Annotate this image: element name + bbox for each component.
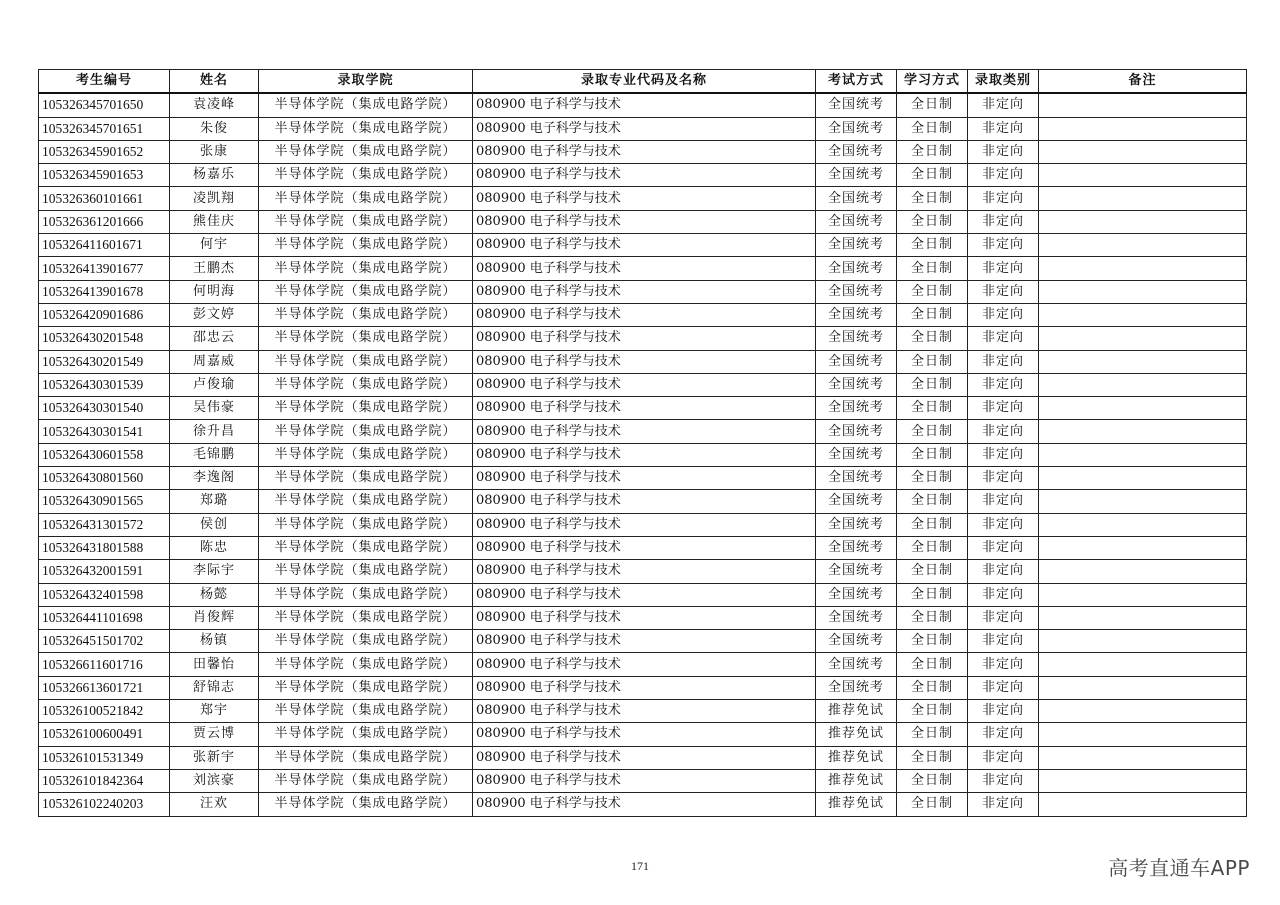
table-row xyxy=(39,746,1247,769)
cell-candidate-id: 105326432401598 xyxy=(39,583,170,606)
cell-major: 080900 电子科学与技术 xyxy=(473,536,816,559)
cell-note xyxy=(1039,397,1247,420)
header-exam-method: 考试方式 xyxy=(816,70,897,94)
cell-study-mode: 全日制 xyxy=(897,187,968,210)
cell-major: 080900 电子科学与技术 xyxy=(473,793,816,816)
cell-study-mode: 全日制 xyxy=(897,303,968,326)
cell-college: 半导体学院（集成电路学院） xyxy=(259,280,473,303)
table-row xyxy=(39,630,1247,653)
cell-note xyxy=(1039,746,1247,769)
cell-admission-type: 非定向 xyxy=(968,490,1039,513)
cell-college: 半导体学院（集成电路学院） xyxy=(259,560,473,583)
cell-admission-type: 非定向 xyxy=(968,280,1039,303)
cell-candidate-id: 105326100521842 xyxy=(39,700,170,723)
cell-exam-method: 全国统考 xyxy=(816,117,897,140)
cell-exam-method: 全国统考 xyxy=(816,583,897,606)
cell-candidate-id: 105326441101698 xyxy=(39,606,170,629)
table-row xyxy=(39,280,1247,303)
cell-study-mode: 全日制 xyxy=(897,560,968,583)
cell-college: 半导体学院（集成电路学院） xyxy=(259,234,473,257)
cell-college: 半导体学院（集成电路学院） xyxy=(259,350,473,373)
cell-candidate-id: 105326430601558 xyxy=(39,443,170,466)
cell-exam-method: 全国统考 xyxy=(816,303,897,326)
cell-admission-type: 非定向 xyxy=(968,746,1039,769)
cell-college: 半导体学院（集成电路学院） xyxy=(259,164,473,187)
cell-candidate-id: 105326430301541 xyxy=(39,420,170,443)
cell-study-mode: 全日制 xyxy=(897,467,968,490)
cell-candidate-id: 105326102240203 xyxy=(39,793,170,816)
cell-exam-method: 推荐免试 xyxy=(816,700,897,723)
cell-candidate-id: 105326345901652 xyxy=(39,140,170,163)
cell-name: 汪欢 xyxy=(170,793,259,816)
cell-college: 半导体学院（集成电路学院） xyxy=(259,327,473,350)
cell-note xyxy=(1039,280,1247,303)
cell-college: 半导体学院（集成电路学院） xyxy=(259,117,473,140)
cell-candidate-id: 105326430801560 xyxy=(39,467,170,490)
cell-note xyxy=(1039,606,1247,629)
table-row xyxy=(39,397,1247,420)
cell-candidate-id: 105326361201666 xyxy=(39,210,170,233)
table-row xyxy=(39,373,1247,396)
cell-exam-method: 全国统考 xyxy=(816,140,897,163)
cell-name: 贾云博 xyxy=(170,723,259,746)
cell-college: 半导体学院（集成电路学院） xyxy=(259,630,473,653)
cell-admission-type: 非定向 xyxy=(968,606,1039,629)
table-row xyxy=(39,700,1247,723)
cell-exam-method: 全国统考 xyxy=(816,234,897,257)
cell-major: 080900 电子科学与技术 xyxy=(473,234,816,257)
cell-study-mode: 全日制 xyxy=(897,397,968,420)
cell-note xyxy=(1039,490,1247,513)
table-row xyxy=(39,723,1247,746)
cell-exam-method: 全国统考 xyxy=(816,280,897,303)
cell-major: 080900 电子科学与技术 xyxy=(473,560,816,583)
cell-admission-type: 非定向 xyxy=(968,117,1039,140)
cell-note xyxy=(1039,420,1247,443)
cell-note xyxy=(1039,187,1247,210)
cell-note xyxy=(1039,164,1247,187)
cell-name: 何宇 xyxy=(170,234,259,257)
cell-exam-method: 全国统考 xyxy=(816,490,897,513)
table-row xyxy=(39,560,1247,583)
cell-candidate-id: 105326101531349 xyxy=(39,746,170,769)
cell-name: 张康 xyxy=(170,140,259,163)
cell-major: 080900 电子科学与技术 xyxy=(473,420,816,443)
cell-note xyxy=(1039,676,1247,699)
cell-major: 080900 电子科学与技术 xyxy=(473,93,816,117)
cell-note xyxy=(1039,723,1247,746)
table-body xyxy=(39,93,1247,816)
cell-admission-type: 非定向 xyxy=(968,513,1039,536)
cell-major: 080900 电子科学与技术 xyxy=(473,117,816,140)
cell-major: 080900 电子科学与技术 xyxy=(473,583,816,606)
cell-admission-type: 非定向 xyxy=(968,420,1039,443)
cell-admission-type: 非定向 xyxy=(968,164,1039,187)
cell-admission-type: 非定向 xyxy=(968,700,1039,723)
cell-exam-method: 全国统考 xyxy=(816,443,897,466)
cell-note xyxy=(1039,630,1247,653)
cell-exam-method: 全国统考 xyxy=(816,676,897,699)
cell-major: 080900 电子科学与技术 xyxy=(473,700,816,723)
cell-college: 半导体学院（集成电路学院） xyxy=(259,443,473,466)
cell-major: 080900 电子科学与技术 xyxy=(473,397,816,420)
cell-major: 080900 电子科学与技术 xyxy=(473,210,816,233)
cell-note xyxy=(1039,303,1247,326)
cell-name: 彭文婷 xyxy=(170,303,259,326)
cell-study-mode: 全日制 xyxy=(897,93,968,117)
table-row xyxy=(39,164,1247,187)
cell-study-mode: 全日制 xyxy=(897,583,968,606)
cell-note xyxy=(1039,257,1247,280)
cell-note xyxy=(1039,327,1247,350)
cell-study-mode: 全日制 xyxy=(897,210,968,233)
cell-name: 郑璐 xyxy=(170,490,259,513)
cell-admission-type: 非定向 xyxy=(968,723,1039,746)
cell-name: 周嘉威 xyxy=(170,350,259,373)
cell-major: 080900 电子科学与技术 xyxy=(473,257,816,280)
cell-study-mode: 全日制 xyxy=(897,443,968,466)
page-number: 171 xyxy=(631,859,649,873)
cell-name: 王鹏杰 xyxy=(170,257,259,280)
cell-college: 半导体学院（集成电路学院） xyxy=(259,420,473,443)
cell-college: 半导体学院（集成电路学院） xyxy=(259,373,473,396)
cell-admission-type: 非定向 xyxy=(968,769,1039,792)
cell-note xyxy=(1039,210,1247,233)
cell-study-mode: 全日制 xyxy=(897,606,968,629)
cell-candidate-id: 105326420901686 xyxy=(39,303,170,326)
cell-candidate-id: 105326431301572 xyxy=(39,513,170,536)
cell-candidate-id: 105326345701650 xyxy=(39,93,170,117)
cell-study-mode: 全日制 xyxy=(897,234,968,257)
table-row xyxy=(39,653,1247,676)
cell-name: 杨嘉乐 xyxy=(170,164,259,187)
cell-study-mode: 全日制 xyxy=(897,793,968,816)
cell-name: 李际宇 xyxy=(170,560,259,583)
cell-admission-type: 非定向 xyxy=(968,327,1039,350)
cell-name: 刘滨豪 xyxy=(170,769,259,792)
cell-college: 半导体学院（集成电路学院） xyxy=(259,653,473,676)
cell-candidate-id: 105326411601671 xyxy=(39,234,170,257)
cell-name: 徐升昌 xyxy=(170,420,259,443)
cell-candidate-id: 105326430301540 xyxy=(39,397,170,420)
table-row xyxy=(39,793,1247,816)
cell-college: 半导体学院（集成电路学院） xyxy=(259,746,473,769)
cell-name: 吴伟豪 xyxy=(170,397,259,420)
cell-college: 半导体学院（集成电路学院） xyxy=(259,793,473,816)
cell-study-mode: 全日制 xyxy=(897,700,968,723)
cell-major: 080900 电子科学与技术 xyxy=(473,653,816,676)
cell-college: 半导体学院（集成电路学院） xyxy=(259,257,473,280)
cell-study-mode: 全日制 xyxy=(897,723,968,746)
cell-major: 080900 电子科学与技术 xyxy=(473,187,816,210)
cell-admission-type: 非定向 xyxy=(968,583,1039,606)
header-row xyxy=(39,70,1247,94)
cell-candidate-id: 105326431801588 xyxy=(39,536,170,559)
cell-name: 张新宇 xyxy=(170,746,259,769)
cell-name: 卢俊瑜 xyxy=(170,373,259,396)
cell-candidate-id: 105326430301539 xyxy=(39,373,170,396)
cell-note xyxy=(1039,373,1247,396)
cell-candidate-id: 105326360101661 xyxy=(39,187,170,210)
cell-study-mode: 全日制 xyxy=(897,653,968,676)
table-row xyxy=(39,327,1247,350)
cell-admission-type: 非定向 xyxy=(968,536,1039,559)
header-study-mode: 学习方式 xyxy=(897,70,968,94)
table-row xyxy=(39,257,1247,280)
table-row xyxy=(39,490,1247,513)
cell-college: 半导体学院（集成电路学院） xyxy=(259,676,473,699)
cell-exam-method: 全国统考 xyxy=(816,187,897,210)
cell-major: 080900 电子科学与技术 xyxy=(473,513,816,536)
cell-study-mode: 全日制 xyxy=(897,140,968,163)
cell-candidate-id: 105326100600491 xyxy=(39,723,170,746)
cell-name: 熊佳庆 xyxy=(170,210,259,233)
cell-major: 080900 电子科学与技术 xyxy=(473,303,816,326)
cell-name: 李逸阁 xyxy=(170,467,259,490)
cell-exam-method: 推荐免试 xyxy=(816,769,897,792)
cell-admission-type: 非定向 xyxy=(968,467,1039,490)
cell-name: 舒锦志 xyxy=(170,676,259,699)
header-admission-type: 录取类别 xyxy=(968,70,1039,94)
cell-note xyxy=(1039,513,1247,536)
cell-exam-method: 全国统考 xyxy=(816,327,897,350)
cell-study-mode: 全日制 xyxy=(897,350,968,373)
cell-college: 半导体学院（集成电路学院） xyxy=(259,210,473,233)
cell-note xyxy=(1039,653,1247,676)
table-row xyxy=(39,606,1247,629)
cell-exam-method: 推荐免试 xyxy=(816,746,897,769)
cell-candidate-id: 105326613601721 xyxy=(39,676,170,699)
cell-admission-type: 非定向 xyxy=(968,187,1039,210)
table-row xyxy=(39,140,1247,163)
cell-admission-type: 非定向 xyxy=(968,234,1039,257)
cell-exam-method: 推荐免试 xyxy=(816,723,897,746)
table-row xyxy=(39,536,1247,559)
table-row xyxy=(39,303,1247,326)
cell-major: 080900 电子科学与技术 xyxy=(473,350,816,373)
cell-college: 半导体学院（集成电路学院） xyxy=(259,467,473,490)
cell-name: 田馨怡 xyxy=(170,653,259,676)
cell-exam-method: 全国统考 xyxy=(816,397,897,420)
cell-note xyxy=(1039,769,1247,792)
cell-admission-type: 非定向 xyxy=(968,653,1039,676)
cell-exam-method: 全国统考 xyxy=(816,630,897,653)
cell-admission-type: 非定向 xyxy=(968,303,1039,326)
cell-college: 半导体学院（集成电路学院） xyxy=(259,606,473,629)
table-row xyxy=(39,93,1247,117)
cell-major: 080900 电子科学与技术 xyxy=(473,746,816,769)
cell-major: 080900 电子科学与技术 xyxy=(473,606,816,629)
cell-study-mode: 全日制 xyxy=(897,164,968,187)
cell-exam-method: 全国统考 xyxy=(816,467,897,490)
cell-major: 080900 电子科学与技术 xyxy=(473,140,816,163)
cell-major: 080900 电子科学与技术 xyxy=(473,723,816,746)
cell-major: 080900 电子科学与技术 xyxy=(473,164,816,187)
cell-note xyxy=(1039,560,1247,583)
cell-study-mode: 全日制 xyxy=(897,117,968,140)
cell-study-mode: 全日制 xyxy=(897,630,968,653)
cell-name: 邵忠云 xyxy=(170,327,259,350)
table-row xyxy=(39,676,1247,699)
cell-admission-type: 非定向 xyxy=(968,373,1039,396)
cell-exam-method: 全国统考 xyxy=(816,513,897,536)
cell-admission-type: 非定向 xyxy=(968,560,1039,583)
cell-admission-type: 非定向 xyxy=(968,350,1039,373)
cell-exam-method: 全国统考 xyxy=(816,257,897,280)
header-major: 录取专业代码及名称 xyxy=(473,70,816,94)
header-college: 录取学院 xyxy=(259,70,473,94)
table-row xyxy=(39,420,1247,443)
cell-admission-type: 非定向 xyxy=(968,793,1039,816)
cell-study-mode: 全日制 xyxy=(897,536,968,559)
table-row xyxy=(39,210,1247,233)
cell-admission-type: 非定向 xyxy=(968,676,1039,699)
cell-name: 袁凌峰 xyxy=(170,93,259,117)
cell-candidate-id: 105326430201549 xyxy=(39,350,170,373)
header-note: 备注 xyxy=(1039,70,1247,94)
cell-college: 半导体学院（集成电路学院） xyxy=(259,700,473,723)
cell-college: 半导体学院（集成电路学院） xyxy=(259,513,473,536)
cell-college: 半导体学院（集成电路学院） xyxy=(259,187,473,210)
cell-admission-type: 非定向 xyxy=(968,443,1039,466)
cell-name: 肖俊辉 xyxy=(170,606,259,629)
table-row xyxy=(39,187,1247,210)
cell-admission-type: 非定向 xyxy=(968,397,1039,420)
cell-exam-method: 全国统考 xyxy=(816,373,897,396)
table-row xyxy=(39,769,1247,792)
cell-study-mode: 全日制 xyxy=(897,280,968,303)
cell-major: 080900 电子科学与技术 xyxy=(473,490,816,513)
cell-major: 080900 电子科学与技术 xyxy=(473,630,816,653)
cell-note xyxy=(1039,467,1247,490)
cell-exam-method: 全国统考 xyxy=(816,560,897,583)
cell-name: 凌凯翔 xyxy=(170,187,259,210)
table-row xyxy=(39,350,1247,373)
cell-candidate-id: 105326430901565 xyxy=(39,490,170,513)
cell-exam-method: 全国统考 xyxy=(816,606,897,629)
cell-note xyxy=(1039,443,1247,466)
cell-major: 080900 电子科学与技术 xyxy=(473,280,816,303)
cell-note xyxy=(1039,140,1247,163)
cell-college: 半导体学院（集成电路学院） xyxy=(259,303,473,326)
cell-name: 何明海 xyxy=(170,280,259,303)
cell-note xyxy=(1039,793,1247,816)
cell-college: 半导体学院（集成电路学院） xyxy=(259,769,473,792)
cell-candidate-id: 105326413901678 xyxy=(39,280,170,303)
cell-exam-method: 全国统考 xyxy=(816,536,897,559)
cell-candidate-id: 105326430201548 xyxy=(39,327,170,350)
cell-name: 郑宇 xyxy=(170,700,259,723)
cell-study-mode: 全日制 xyxy=(897,490,968,513)
cell-major: 080900 电子科学与技术 xyxy=(473,769,816,792)
cell-exam-method: 全国统考 xyxy=(816,350,897,373)
cell-study-mode: 全日制 xyxy=(897,746,968,769)
cell-candidate-id: 105326413901677 xyxy=(39,257,170,280)
cell-college: 半导体学院（集成电路学院） xyxy=(259,93,473,117)
cell-name: 杨镇 xyxy=(170,630,259,653)
cell-study-mode: 全日制 xyxy=(897,257,968,280)
admission-table xyxy=(38,69,1247,817)
header-name: 姓名 xyxy=(170,70,259,94)
cell-note xyxy=(1039,234,1247,257)
cell-candidate-id: 105326451501702 xyxy=(39,630,170,653)
cell-college: 半导体学院（集成电路学院） xyxy=(259,490,473,513)
cell-candidate-id: 105326345701651 xyxy=(39,117,170,140)
cell-study-mode: 全日制 xyxy=(897,769,968,792)
cell-note xyxy=(1039,583,1247,606)
cell-exam-method: 推荐免试 xyxy=(816,793,897,816)
cell-exam-method: 全国统考 xyxy=(816,93,897,117)
cell-admission-type: 非定向 xyxy=(968,93,1039,117)
cell-candidate-id: 105326101842364 xyxy=(39,769,170,792)
header-candidate-id: 考生编号 xyxy=(39,70,170,94)
cell-college: 半导体学院（集成电路学院） xyxy=(259,397,473,420)
cell-name: 陈忠 xyxy=(170,536,259,559)
cell-exam-method: 全国统考 xyxy=(816,210,897,233)
table-row xyxy=(39,583,1247,606)
cell-study-mode: 全日制 xyxy=(897,676,968,699)
cell-study-mode: 全日制 xyxy=(897,513,968,536)
cell-candidate-id: 105326345901653 xyxy=(39,164,170,187)
cell-admission-type: 非定向 xyxy=(968,630,1039,653)
cell-major: 080900 电子科学与技术 xyxy=(473,327,816,350)
cell-study-mode: 全日制 xyxy=(897,373,968,396)
cell-college: 半导体学院（集成电路学院） xyxy=(259,583,473,606)
cell-major: 080900 电子科学与技术 xyxy=(473,373,816,396)
cell-note xyxy=(1039,536,1247,559)
cell-study-mode: 全日制 xyxy=(897,420,968,443)
cell-name: 杨懿 xyxy=(170,583,259,606)
cell-name: 朱俊 xyxy=(170,117,259,140)
watermark: 高考直通车APP xyxy=(1108,856,1250,880)
cell-study-mode: 全日制 xyxy=(897,327,968,350)
cell-note xyxy=(1039,700,1247,723)
cell-name: 侯创 xyxy=(170,513,259,536)
cell-admission-type: 非定向 xyxy=(968,140,1039,163)
cell-major: 080900 电子科学与技术 xyxy=(473,676,816,699)
cell-exam-method: 全国统考 xyxy=(816,420,897,443)
cell-admission-type: 非定向 xyxy=(968,257,1039,280)
cell-exam-method: 全国统考 xyxy=(816,653,897,676)
cell-exam-method: 全国统考 xyxy=(816,164,897,187)
table-row xyxy=(39,234,1247,257)
table-row xyxy=(39,467,1247,490)
table-row xyxy=(39,117,1247,140)
cell-college: 半导体学院（集成电路学院） xyxy=(259,723,473,746)
cell-major: 080900 电子科学与技术 xyxy=(473,443,816,466)
cell-major: 080900 电子科学与技术 xyxy=(473,467,816,490)
cell-note xyxy=(1039,350,1247,373)
cell-candidate-id: 105326432001591 xyxy=(39,560,170,583)
cell-admission-type: 非定向 xyxy=(968,210,1039,233)
cell-note xyxy=(1039,93,1247,117)
table-row xyxy=(39,513,1247,536)
cell-college: 半导体学院（集成电路学院） xyxy=(259,140,473,163)
cell-college: 半导体学院（集成电路学院） xyxy=(259,536,473,559)
cell-name: 毛锦鹏 xyxy=(170,443,259,466)
cell-candidate-id: 105326611601716 xyxy=(39,653,170,676)
table-row xyxy=(39,443,1247,466)
cell-note xyxy=(1039,117,1247,140)
